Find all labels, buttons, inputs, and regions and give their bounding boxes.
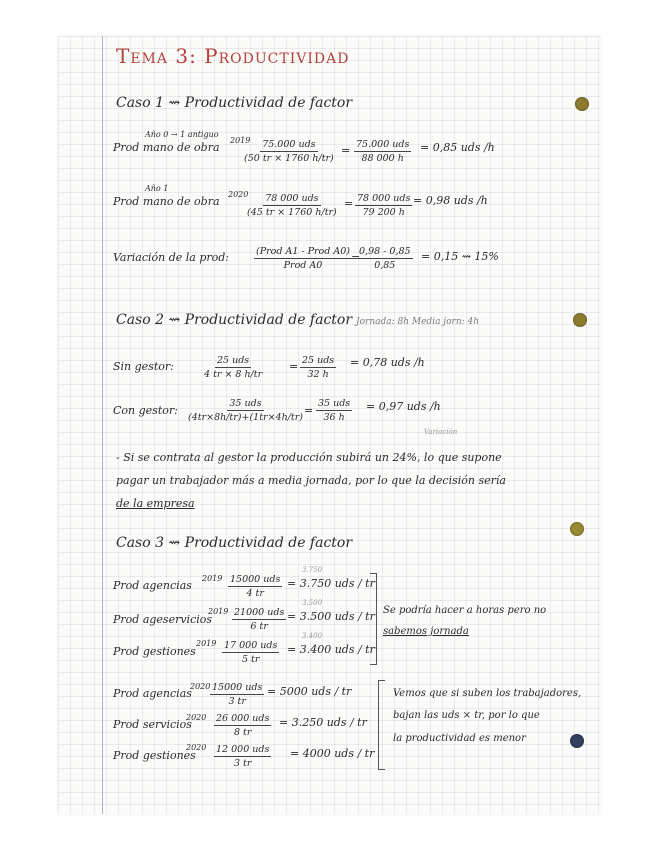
caso3-r6-result: = 4000 uds / tr xyxy=(290,747,375,760)
binder-hole-1 xyxy=(575,97,589,111)
caso3-r1-fraction xyxy=(228,574,282,599)
frac-num: 78 000 uds xyxy=(357,193,411,204)
caso3-r1-label: Prod agencias xyxy=(113,579,192,592)
caso1-row2-above: Año 1 xyxy=(145,184,169,193)
frac-den: 5 tr xyxy=(241,654,260,665)
frac-den: 3 tr xyxy=(228,696,246,707)
caso1-var-label: Variación de la prod: xyxy=(113,251,229,264)
caso2-con-fraction xyxy=(186,398,305,423)
caso1-var-result: = 0,15 ⇝ 15% xyxy=(421,250,499,263)
frac-num: 25 uds xyxy=(216,355,250,366)
frac-num: 15000 uds xyxy=(230,574,281,585)
frac-num: 75.000 uds xyxy=(262,139,316,150)
caso3-r4-label: Prod agencias xyxy=(113,687,192,700)
frac-num: 35 uds xyxy=(318,398,351,409)
caso1-row1-above: Año 0 → 1 antiguo xyxy=(145,130,219,139)
frac-num: 17 000 uds xyxy=(224,640,278,651)
frac-den: 36 h xyxy=(323,412,345,423)
caso3-r3-result: = 3.400 uds / tr xyxy=(287,643,375,656)
caso3-r6-year: 2020 xyxy=(186,743,207,752)
caso1-row1-result: = 0,85 uds /h xyxy=(420,141,495,154)
caso2-sin-result: = 0,78 uds /h xyxy=(350,356,425,369)
caso1-heading: Caso 1 ⇝ Productividad de factor xyxy=(116,95,353,111)
caso2-sin-fraction2 xyxy=(300,355,336,380)
caso3-note2-line2: bajan las uds × tr, por lo que xyxy=(393,710,540,721)
caso3-r3-label: Prod gestiones xyxy=(113,645,196,658)
frac-den: (45 tr × 1760 h/tr) xyxy=(247,207,337,218)
caso3-note2-line3: la productividad es menor xyxy=(393,733,526,744)
caso2-variacion-note: Variación xyxy=(424,428,458,436)
caso3-r6-fraction xyxy=(214,744,271,769)
caso1-row2-result: = 0,98 uds /h xyxy=(413,194,488,207)
frac-num: (Prod A1 - Prod A0) xyxy=(256,246,350,257)
caso1-row2-fraction xyxy=(245,193,339,218)
frac-num: 15000 uds xyxy=(212,682,263,693)
caso1-row2-label: Prod mano de obra xyxy=(113,195,220,208)
page-title: Tema 3: Productividad xyxy=(116,44,350,68)
caso3-r5-fraction xyxy=(214,713,271,738)
caso3-r2-fraction xyxy=(232,607,286,632)
caso3-note1-line2: sabemos jornada xyxy=(383,626,469,637)
binder-hole-3 xyxy=(570,522,584,536)
caso3-r2-year: 2019 xyxy=(208,607,229,616)
eq: = xyxy=(351,251,361,264)
frac-den: 88 000 h xyxy=(361,153,404,164)
caso2-con-fraction2 xyxy=(316,398,352,423)
caso3-r1-small: 3.750 xyxy=(302,566,323,574)
frac-den: 32 h xyxy=(307,369,329,380)
frac-den: 0,85 xyxy=(374,260,396,271)
caso2-para-line3: de la empresa xyxy=(116,497,195,510)
eq: = xyxy=(304,404,314,417)
caso3-r4-fraction xyxy=(210,682,264,707)
caso3-r3-fraction xyxy=(222,640,279,665)
caso3-r4-year: 2020 xyxy=(190,682,211,691)
binder-hole-2 xyxy=(573,313,587,327)
binder-hole-4 xyxy=(570,734,584,748)
caso2-heading: Caso 2 ⇝ Productividad de factor xyxy=(116,312,353,328)
caso3-note1-line1: Se podría hacer a horas pero no xyxy=(383,605,547,616)
caso3-bracket-1 xyxy=(370,573,377,665)
caso3-r5-year: 2020 xyxy=(186,713,207,722)
frac-den: (50 tr × 1760 h/tr) xyxy=(244,153,334,164)
frac-num: 78 000 uds xyxy=(265,193,319,204)
caso2-para-line2: pagar un trabajador más a media jornada, por lo que la decisión sería xyxy=(116,474,506,487)
caso1-row1-label: Prod mano de obra xyxy=(113,141,220,154)
frac-den: Prod A0 xyxy=(283,260,323,271)
frac-num: 26 000 uds xyxy=(216,713,270,724)
frac-num: 35 uds xyxy=(229,398,262,409)
caso3-r3-year: 2019 xyxy=(196,639,217,648)
frac-num: 12 000 uds xyxy=(216,744,270,755)
frac-den: 8 tr xyxy=(233,727,252,738)
caso3-r2-result: = 3.500 uds / tr xyxy=(287,610,375,623)
frac-num: 21000 uds xyxy=(234,607,285,618)
frac-den: (4tr×8h/tr)+(1tr×4h/tr) xyxy=(188,412,303,423)
caso2-con-result: = 0,97 uds /h xyxy=(366,400,441,413)
caso1-row1-fraction2 xyxy=(354,139,411,164)
caso2-note: Jornada: 8h Media jorn: 4h xyxy=(356,317,480,327)
frac-num: 25 uds xyxy=(302,355,335,366)
caso3-r5-result: = 3.250 uds / tr xyxy=(279,716,367,729)
caso2-con-label: Con gestor: xyxy=(113,404,178,417)
frac-num: 75.000 uds xyxy=(356,139,410,150)
caso3-r2-label: Prod ageservicios xyxy=(113,613,213,626)
eq: = xyxy=(289,360,299,373)
caso3-r1-year: 2019 xyxy=(202,574,223,583)
caso3-r3-small: 3.400 xyxy=(302,632,323,640)
caso3-r5-label: Prod servicios xyxy=(113,718,192,731)
caso1-row1-fraction xyxy=(242,139,336,164)
frac-den: 4 tr × 8 h/tr xyxy=(204,369,263,380)
eq: = xyxy=(344,197,354,210)
frac-den: 6 tr xyxy=(250,621,268,632)
caso2-para-line1: - Si se contrata al gestor la producción subirá un 24%, lo que supone xyxy=(116,451,502,464)
frac-num: 0,98 - 0,85 xyxy=(359,246,411,257)
caso1-var-fraction xyxy=(254,246,352,271)
caso3-r4-result: = 5000 uds / tr xyxy=(267,685,352,698)
caso3-r2-small: 3.500 xyxy=(302,599,323,607)
caso3-r6-label: Prod gestiones xyxy=(113,749,196,762)
caso2-sin-label: Sin gestor: xyxy=(113,360,174,373)
caso3-heading: Caso 3 ⇝ Productividad de factor xyxy=(116,535,353,551)
frac-den: 79 200 h xyxy=(362,207,405,218)
caso1-var-fraction2 xyxy=(357,246,413,271)
frac-den: 4 tr xyxy=(246,588,264,599)
frac-den: 3 tr xyxy=(233,758,252,769)
caso1-row2-fraction2 xyxy=(355,193,412,218)
caso1-row1-year: 2019 xyxy=(230,136,251,145)
caso2-sin-fraction xyxy=(202,355,264,380)
caso3-note2-line1: Vemos que si suben los trabajadores, xyxy=(393,688,582,699)
eq: = xyxy=(341,144,351,157)
caso3-bracket-2 xyxy=(378,680,385,770)
caso1-row2-year: 2020 xyxy=(228,190,249,199)
margin-line xyxy=(102,36,103,814)
caso3-r1-result: = 3.750 uds / tr xyxy=(287,577,375,590)
